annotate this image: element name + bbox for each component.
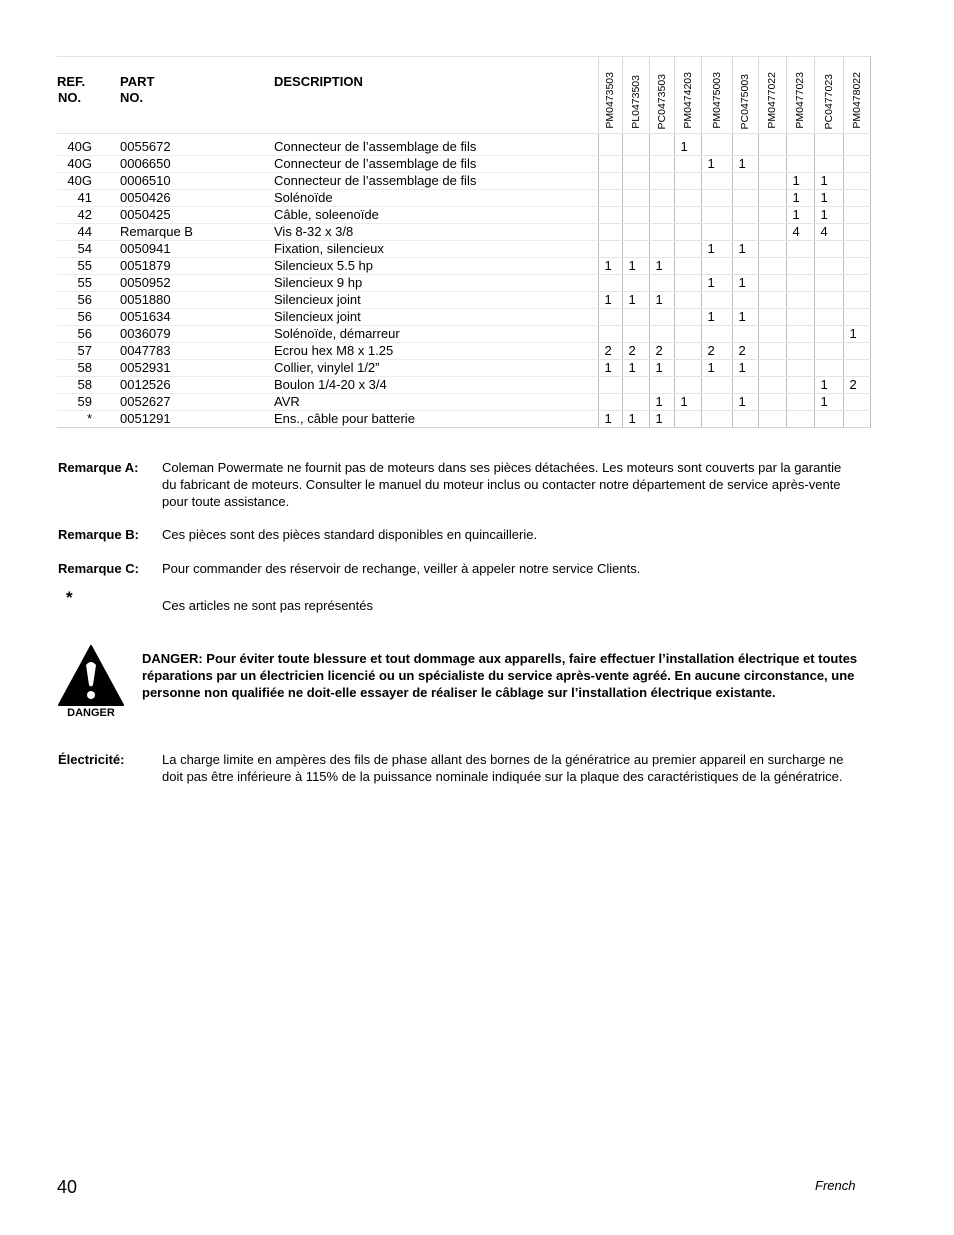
quantity-cell: [622, 173, 649, 190]
quantity-cell: [622, 377, 649, 394]
quantity-cell: [649, 241, 674, 258]
quantity-cell: [649, 377, 674, 394]
quantity-cell: 1: [649, 394, 674, 411]
part-number-cell: Remarque B: [120, 224, 274, 241]
quantity-cell: [758, 224, 786, 241]
part-number-cell: 0047783: [120, 343, 274, 360]
quantity-cell: [732, 411, 758, 428]
table-row: [57, 134, 870, 156]
quantity-cell: [786, 134, 814, 156]
table-row: [57, 326, 870, 343]
quantity-cell: [701, 224, 732, 241]
quantity-cell: [814, 258, 843, 275]
quantity-cell: [622, 207, 649, 224]
quantity-cell: 1: [622, 360, 649, 377]
quantity-cell: [649, 156, 674, 173]
quantity-cell: [674, 207, 701, 224]
footer-language: French: [815, 1178, 856, 1193]
description-cell: Connecteur de l’assemblage de fils: [274, 156, 598, 173]
quantity-cell: 1: [598, 292, 622, 309]
table-row: [57, 377, 870, 394]
description-cell: AVR: [274, 394, 598, 411]
quantity-cell: [758, 309, 786, 326]
quantity-cell: [622, 326, 649, 343]
quantity-cell: [649, 309, 674, 326]
quantity-cell: [701, 258, 732, 275]
quantity-cell: 1: [786, 173, 814, 190]
header-model: PM0477022: [758, 57, 786, 134]
ref-number-cell: 54: [57, 241, 120, 258]
quantity-cell: [598, 173, 622, 190]
table-row: [57, 156, 870, 173]
parts-table-body: [57, 134, 870, 428]
header-model: PC0477023: [814, 57, 843, 134]
quantity-cell: [649, 326, 674, 343]
quantity-cell: [786, 360, 814, 377]
quantity-cell: 1: [649, 258, 674, 275]
quantity-cell: [758, 134, 786, 156]
quantity-cell: [674, 309, 701, 326]
quantity-cell: 4: [814, 224, 843, 241]
part-number-cell: 0036079: [120, 326, 274, 343]
part-number-cell: 0050941: [120, 241, 274, 258]
quantity-cell: [758, 156, 786, 173]
quantity-cell: 2: [843, 377, 870, 394]
quantity-cell: [598, 275, 622, 292]
table-row: [57, 224, 870, 241]
quantity-cell: [814, 156, 843, 173]
quantity-cell: 1: [786, 207, 814, 224]
quantity-cell: [843, 134, 870, 156]
table-row: [57, 394, 870, 411]
part-number-cell: 0006510: [120, 173, 274, 190]
ref-number-cell: 56: [57, 292, 120, 309]
quantity-cell: [598, 377, 622, 394]
quantity-cell: [758, 207, 786, 224]
quantity-cell: 1: [622, 411, 649, 428]
quantity-cell: 1: [598, 360, 622, 377]
quantity-cell: [814, 275, 843, 292]
quantity-cell: [814, 343, 843, 360]
quantity-cell: [598, 326, 622, 343]
parts-table: [57, 56, 871, 428]
quantity-cell: 2: [598, 343, 622, 360]
quantity-cell: 1: [843, 326, 870, 343]
quantity-cell: [843, 156, 870, 173]
table-row: [57, 343, 870, 360]
electricity-text: La charge limite en ampères des fils de phase allant des bornes de la génératrice au premier appareil en surcharge ne doit pas être inférieure à 115% de la puissance nominale indiquée sur la plaque des caractéristiques de la génératrice.: [162, 752, 844, 784]
quantity-cell: [786, 411, 814, 428]
quantity-cell: 1: [649, 360, 674, 377]
quantity-cell: 1: [814, 377, 843, 394]
part-number-cell: 0055672: [120, 134, 274, 156]
quantity-cell: [758, 190, 786, 207]
header-model: PM0473503: [598, 57, 622, 134]
quantity-cell: [674, 343, 701, 360]
quantity-cell: [622, 241, 649, 258]
quantity-cell: [598, 224, 622, 241]
quantity-cell: 1: [622, 292, 649, 309]
note-star-label: *: [66, 588, 73, 607]
part-number-cell: 0052627: [120, 394, 274, 411]
quantity-cell: [622, 190, 649, 207]
quantity-cell: [674, 292, 701, 309]
quantity-cell: [598, 394, 622, 411]
quantity-cell: [814, 360, 843, 377]
quantity-cell: [701, 207, 732, 224]
quantity-cell: [814, 292, 843, 309]
note-a-label: Remarque A:: [58, 460, 139, 475]
quantity-cell: [674, 377, 701, 394]
header-model: PM0474203: [674, 57, 701, 134]
quantity-cell: [758, 394, 786, 411]
quantity-cell: [622, 134, 649, 156]
quantity-cell: [843, 173, 870, 190]
quantity-cell: 2: [622, 343, 649, 360]
quantity-cell: [622, 394, 649, 411]
table-row: [57, 292, 870, 309]
quantity-cell: [674, 156, 701, 173]
ref-number-cell: 41: [57, 190, 120, 207]
quantity-cell: 2: [649, 343, 674, 360]
quantity-cell: [786, 156, 814, 173]
quantity-cell: 1: [732, 156, 758, 173]
quantity-cell: [786, 377, 814, 394]
quantity-cell: 1: [598, 258, 622, 275]
quantity-cell: [843, 343, 870, 360]
table-row: [57, 275, 870, 292]
quantity-cell: [758, 173, 786, 190]
part-number-cell: 0051291: [120, 411, 274, 428]
ref-number-cell: 42: [57, 207, 120, 224]
quantity-cell: 1: [814, 394, 843, 411]
quantity-cell: [786, 292, 814, 309]
quantity-cell: 1: [701, 360, 732, 377]
quantity-cell: 1: [674, 134, 701, 156]
description-cell: Connecteur de l’assemblage de fils: [274, 134, 598, 156]
quantity-cell: [649, 207, 674, 224]
quantity-cell: 1: [732, 360, 758, 377]
description-cell: Solénoïde: [274, 190, 598, 207]
quantity-cell: [674, 190, 701, 207]
part-number-cell: 0051634: [120, 309, 274, 326]
quantity-cell: [843, 360, 870, 377]
quantity-cell: 1: [732, 309, 758, 326]
quantity-cell: [598, 241, 622, 258]
quantity-cell: [598, 134, 622, 156]
quantity-cell: 4: [786, 224, 814, 241]
quantity-cell: [843, 411, 870, 428]
quantity-cell: [674, 241, 701, 258]
table-row: [57, 309, 870, 326]
table-row: [57, 411, 870, 428]
quantity-cell: [649, 134, 674, 156]
ref-number-cell: 56: [57, 326, 120, 343]
quantity-cell: [732, 292, 758, 309]
quantity-cell: [786, 275, 814, 292]
quantity-cell: [786, 241, 814, 258]
table-row: [57, 258, 870, 275]
description-cell: Silencieux 9 hp: [274, 275, 598, 292]
quantity-cell: [622, 309, 649, 326]
description-cell: Ens., câble pour batterie: [274, 411, 598, 428]
quantity-cell: [674, 360, 701, 377]
description-cell: Solénoïde, démarreur: [274, 326, 598, 343]
quantity-cell: [758, 343, 786, 360]
description-cell: Fixation, silencieux: [274, 241, 598, 258]
quantity-cell: [701, 411, 732, 428]
quantity-cell: 1: [649, 411, 674, 428]
header-model: PC0475003: [732, 57, 758, 134]
header-model: PM0478022: [843, 57, 870, 134]
quantity-cell: [758, 411, 786, 428]
danger-icon-label: DANGER: [67, 707, 115, 719]
quantity-cell: [674, 173, 701, 190]
quantity-cell: [732, 224, 758, 241]
ref-number-cell: 56: [57, 309, 120, 326]
quantity-cell: 1: [814, 190, 843, 207]
quantity-cell: [758, 275, 786, 292]
note-star-text: Ces articles ne sont pas représentés: [162, 598, 373, 613]
quantity-cell: 1: [814, 173, 843, 190]
ref-number-cell: 40G: [57, 134, 120, 156]
description-cell: Boulon 1/4-20 x 3/4: [274, 377, 598, 394]
header-model: PL0473503: [622, 57, 649, 134]
quantity-cell: [732, 134, 758, 156]
part-number-cell: 0050952: [120, 275, 274, 292]
quantity-cell: [758, 377, 786, 394]
quantity-cell: 1: [732, 241, 758, 258]
quantity-cell: [786, 343, 814, 360]
note-c-label: Remarque C:: [58, 561, 139, 576]
quantity-cell: [843, 309, 870, 326]
quantity-cell: [622, 156, 649, 173]
quantity-cell: [649, 275, 674, 292]
quantity-cell: [843, 394, 870, 411]
note-c-text: Pour commander des réservoir de rechange, veiller à appeler notre service Clients.: [162, 561, 641, 576]
quantity-cell: [814, 411, 843, 428]
description-cell: Connecteur de l’assemblage de fils: [274, 173, 598, 190]
quantity-cell: [649, 190, 674, 207]
quantity-cell: [598, 156, 622, 173]
quantity-cell: [843, 258, 870, 275]
quantity-cell: [786, 258, 814, 275]
quantity-cell: [622, 275, 649, 292]
header-model: PM0475003: [701, 57, 732, 134]
description-cell: Vis 8-32 x 3/8: [274, 224, 598, 241]
quantity-cell: [843, 224, 870, 241]
part-number-cell: 0050425: [120, 207, 274, 224]
quantity-cell: [622, 224, 649, 241]
quantity-cell: 1: [732, 275, 758, 292]
quantity-cell: [701, 292, 732, 309]
quantity-cell: [758, 326, 786, 343]
table-row: [57, 207, 870, 224]
quantity-cell: [701, 326, 732, 343]
quantity-cell: [843, 241, 870, 258]
quantity-cell: [814, 134, 843, 156]
quantity-cell: [701, 394, 732, 411]
description-cell: Collier, vinylel 1/2”: [274, 360, 598, 377]
ref-number-cell: 59: [57, 394, 120, 411]
quantity-cell: [649, 224, 674, 241]
quantity-cell: [758, 292, 786, 309]
quantity-cell: 1: [598, 411, 622, 428]
quantity-cell: 1: [786, 190, 814, 207]
quantity-cell: [598, 207, 622, 224]
quantity-cell: [674, 275, 701, 292]
quantity-cell: 2: [732, 343, 758, 360]
header-description: DESCRIPTION: [274, 57, 598, 134]
quantity-cell: [814, 241, 843, 258]
header-model: PC0473503: [649, 57, 674, 134]
quantity-cell: [814, 326, 843, 343]
quantity-cell: [674, 326, 701, 343]
electricity-label: Électricité:: [58, 752, 125, 767]
ref-number-cell: 55: [57, 258, 120, 275]
part-number-cell: 0052931: [120, 360, 274, 377]
quantity-cell: [732, 207, 758, 224]
header-model: PM0477023: [786, 57, 814, 134]
quantity-cell: [598, 309, 622, 326]
part-number-cell: 0012526: [120, 377, 274, 394]
ref-number-cell: 40G: [57, 173, 120, 190]
quantity-cell: [843, 292, 870, 309]
quantity-cell: [701, 377, 732, 394]
ref-number-cell: 44: [57, 224, 120, 241]
description-cell: Câble, soleenoïde: [274, 207, 598, 224]
quantity-cell: [843, 207, 870, 224]
quantity-cell: [843, 190, 870, 207]
quantity-cell: [674, 224, 701, 241]
ref-number-cell: *: [57, 411, 120, 428]
quantity-cell: [732, 326, 758, 343]
quantity-cell: [701, 173, 732, 190]
quantity-cell: 1: [701, 241, 732, 258]
ref-number-cell: 55: [57, 275, 120, 292]
note-b-label: Remarque B:: [58, 527, 139, 542]
quantity-cell: [674, 258, 701, 275]
table-row: [57, 360, 870, 377]
quantity-cell: [732, 258, 758, 275]
description-cell: Silencieux joint: [274, 309, 598, 326]
quantity-cell: 1: [674, 394, 701, 411]
quantity-cell: 1: [622, 258, 649, 275]
danger-text: DANGER: Pour éviter toute blessure et tout dommage aux apparells, faire effectuer l’installation électrique et toutes réparations par un électricien licencié ou un spécialiste du service après-vente agréé. En aucune circonstance, une personne non qualifiée ne doit-elle essayer de réaliser le câblage sur l’installation électrique existante.: [142, 651, 858, 700]
description-cell: Ecrou hex M8 x 1.25: [274, 343, 598, 360]
quantity-cell: [814, 309, 843, 326]
quantity-cell: [732, 173, 758, 190]
table-header-row: [57, 57, 870, 134]
table-row: [57, 241, 870, 258]
ref-number-cell: 58: [57, 360, 120, 377]
note-b-text: Ces pièces sont des pièces standard disponibles en quincaillerie.: [162, 527, 538, 542]
note-a-text: Coleman Powermate ne fournit pas de moteurs dans ses pièces détachées. Les moteurs sont couverts par la garantie du fabricant de moteurs. Consulter le manuel du moteur inclus ou contacter notre département de service après-vente pour toute assistance.: [162, 460, 842, 509]
quantity-cell: [732, 377, 758, 394]
quantity-cell: [598, 190, 622, 207]
quantity-cell: [649, 173, 674, 190]
ref-number-cell: 58: [57, 377, 120, 394]
quantity-cell: [758, 360, 786, 377]
quantity-cell: [843, 275, 870, 292]
quantity-cell: 1: [701, 156, 732, 173]
description-cell: Silencieux 5.5 hp: [274, 258, 598, 275]
table-row: [57, 190, 870, 207]
quantity-cell: [786, 309, 814, 326]
part-number-cell: 0050426: [120, 190, 274, 207]
quantity-cell: [732, 190, 758, 207]
quantity-cell: [701, 190, 732, 207]
header-part-no: PART NO.: [120, 57, 274, 134]
quantity-cell: 1: [701, 309, 732, 326]
part-number-cell: 0051879: [120, 258, 274, 275]
table-row: [57, 173, 870, 190]
quantity-cell: 2: [701, 343, 732, 360]
description-cell: Silencieux joint: [274, 292, 598, 309]
quantity-cell: [674, 411, 701, 428]
ref-number-cell: 40G: [57, 156, 120, 173]
part-number-cell: 0006650: [120, 156, 274, 173]
quantity-cell: 1: [732, 394, 758, 411]
quantity-cell: 1: [814, 207, 843, 224]
quantity-cell: [786, 326, 814, 343]
quantity-cell: [701, 134, 732, 156]
quantity-cell: 1: [701, 275, 732, 292]
quantity-cell: [786, 394, 814, 411]
quantity-cell: [758, 241, 786, 258]
header-ref-no: REF. NO.: [57, 57, 120, 134]
part-number-cell: 0051880: [120, 292, 274, 309]
quantity-cell: 1: [649, 292, 674, 309]
danger-warning-icon: [58, 645, 124, 719]
ref-number-cell: 57: [57, 343, 120, 360]
quantity-cell: [758, 258, 786, 275]
page-number: 40: [57, 1177, 78, 1197]
